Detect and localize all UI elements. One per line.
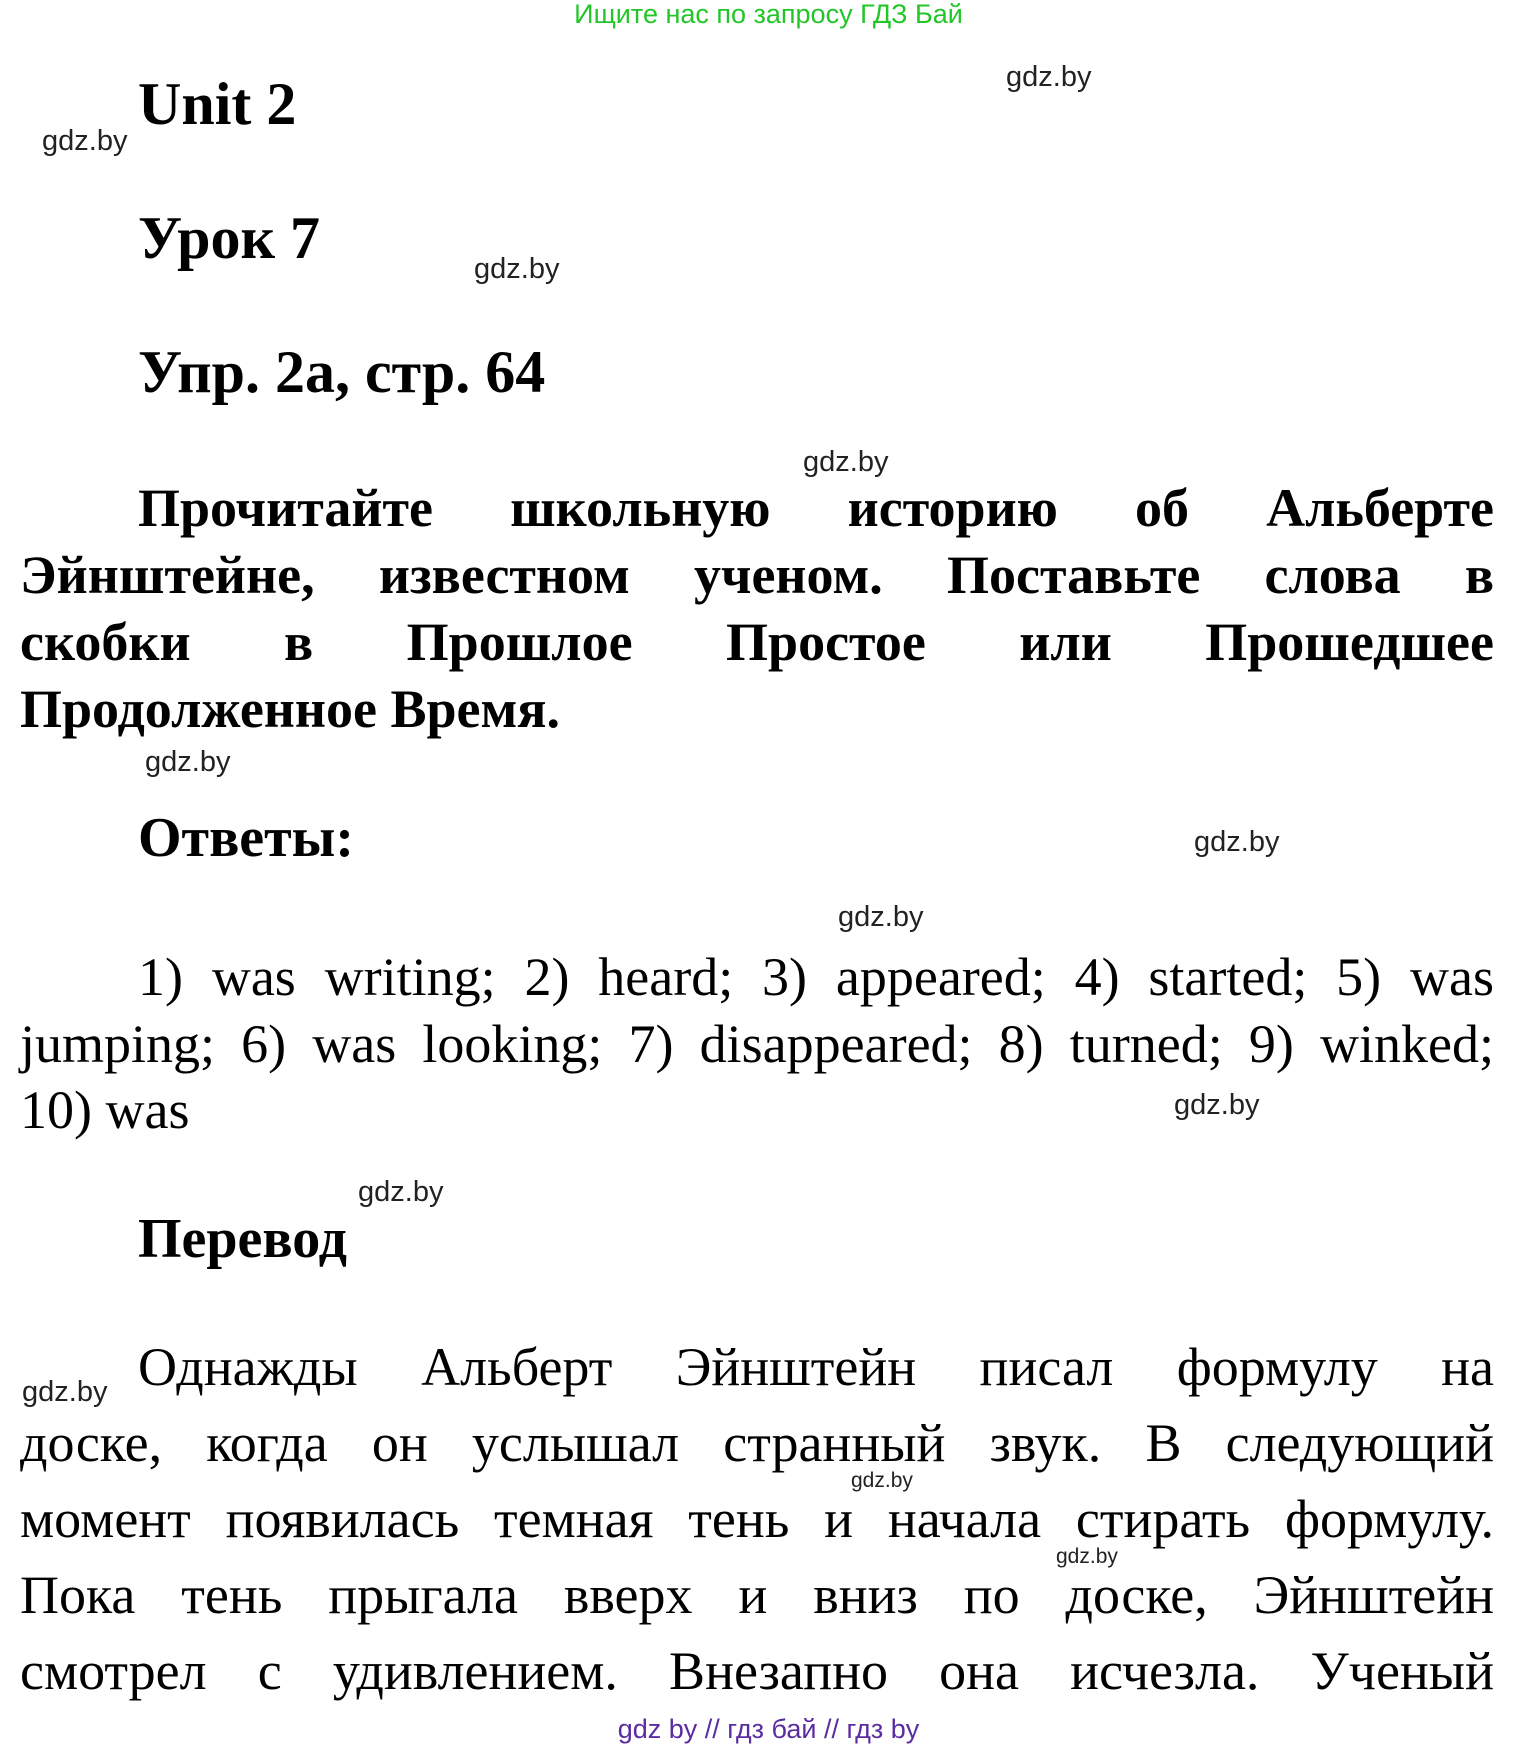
watermark: gdz.by xyxy=(145,746,231,778)
watermark: gdz.by xyxy=(358,1176,444,1208)
answer-line: 10) was xyxy=(20,1080,190,1140)
task-line: Продолженное Время. xyxy=(20,679,560,739)
watermark: gdz.by xyxy=(1006,61,1092,93)
translation-line: момент появилась темная тень и начала стирать формулу. xyxy=(20,1489,1494,1549)
task-line: Эйнштейне, известном ученом. Поставьте слова в xyxy=(20,545,1494,605)
watermark: gdz.by xyxy=(1056,1545,1118,1568)
watermark: gdz.by xyxy=(42,125,128,157)
task-line: Прочитайте школьную историю об Альберте xyxy=(138,478,1494,538)
translation-heading: Перевод xyxy=(138,1208,347,1270)
answer-line: 1) was writing; 2) heard; 3) appeared; 4) started; 5) was xyxy=(138,947,1494,1007)
watermark: gdz.by xyxy=(838,901,924,933)
lesson-heading: Урок 7 xyxy=(138,205,321,271)
translation-line: Однажды Альберт Эйнштейн писал формулу на xyxy=(138,1337,1494,1397)
watermark: gdz.by xyxy=(851,1469,913,1492)
answer-line: jumping; 6) was looking; 7) disappeared; 8) turned; 9) winked; xyxy=(20,1014,1494,1074)
watermark: gdz.by xyxy=(474,253,560,285)
translation-line: Пока тень прыгала вверх и вниз по доске, Эйнштейн xyxy=(20,1565,1494,1625)
unit-heading: Unit 2 xyxy=(138,71,297,137)
watermark: gdz.by xyxy=(1194,826,1280,858)
answers-heading: Ответы: xyxy=(138,807,355,869)
task-line: скобки в Прошлое Простое или Прошедшее xyxy=(20,612,1494,672)
translation-line: смотрел с удивлением. Внезапно она исчезла. Ученый xyxy=(20,1641,1494,1701)
footer-links: gdz by // гдз бай // гдз by xyxy=(617,1714,920,1744)
watermark: gdz.by xyxy=(22,1376,108,1408)
watermark: gdz.by xyxy=(1174,1089,1260,1121)
search-hint-banner: Ищите нас по запросу ГДЗ Бай xyxy=(574,0,963,29)
translation-line: доске, когда он услышал странный звук. В следующий xyxy=(20,1413,1494,1473)
watermark: gdz.by xyxy=(803,446,889,478)
exercise-heading: Упр. 2а, стр. 64 xyxy=(138,339,546,405)
